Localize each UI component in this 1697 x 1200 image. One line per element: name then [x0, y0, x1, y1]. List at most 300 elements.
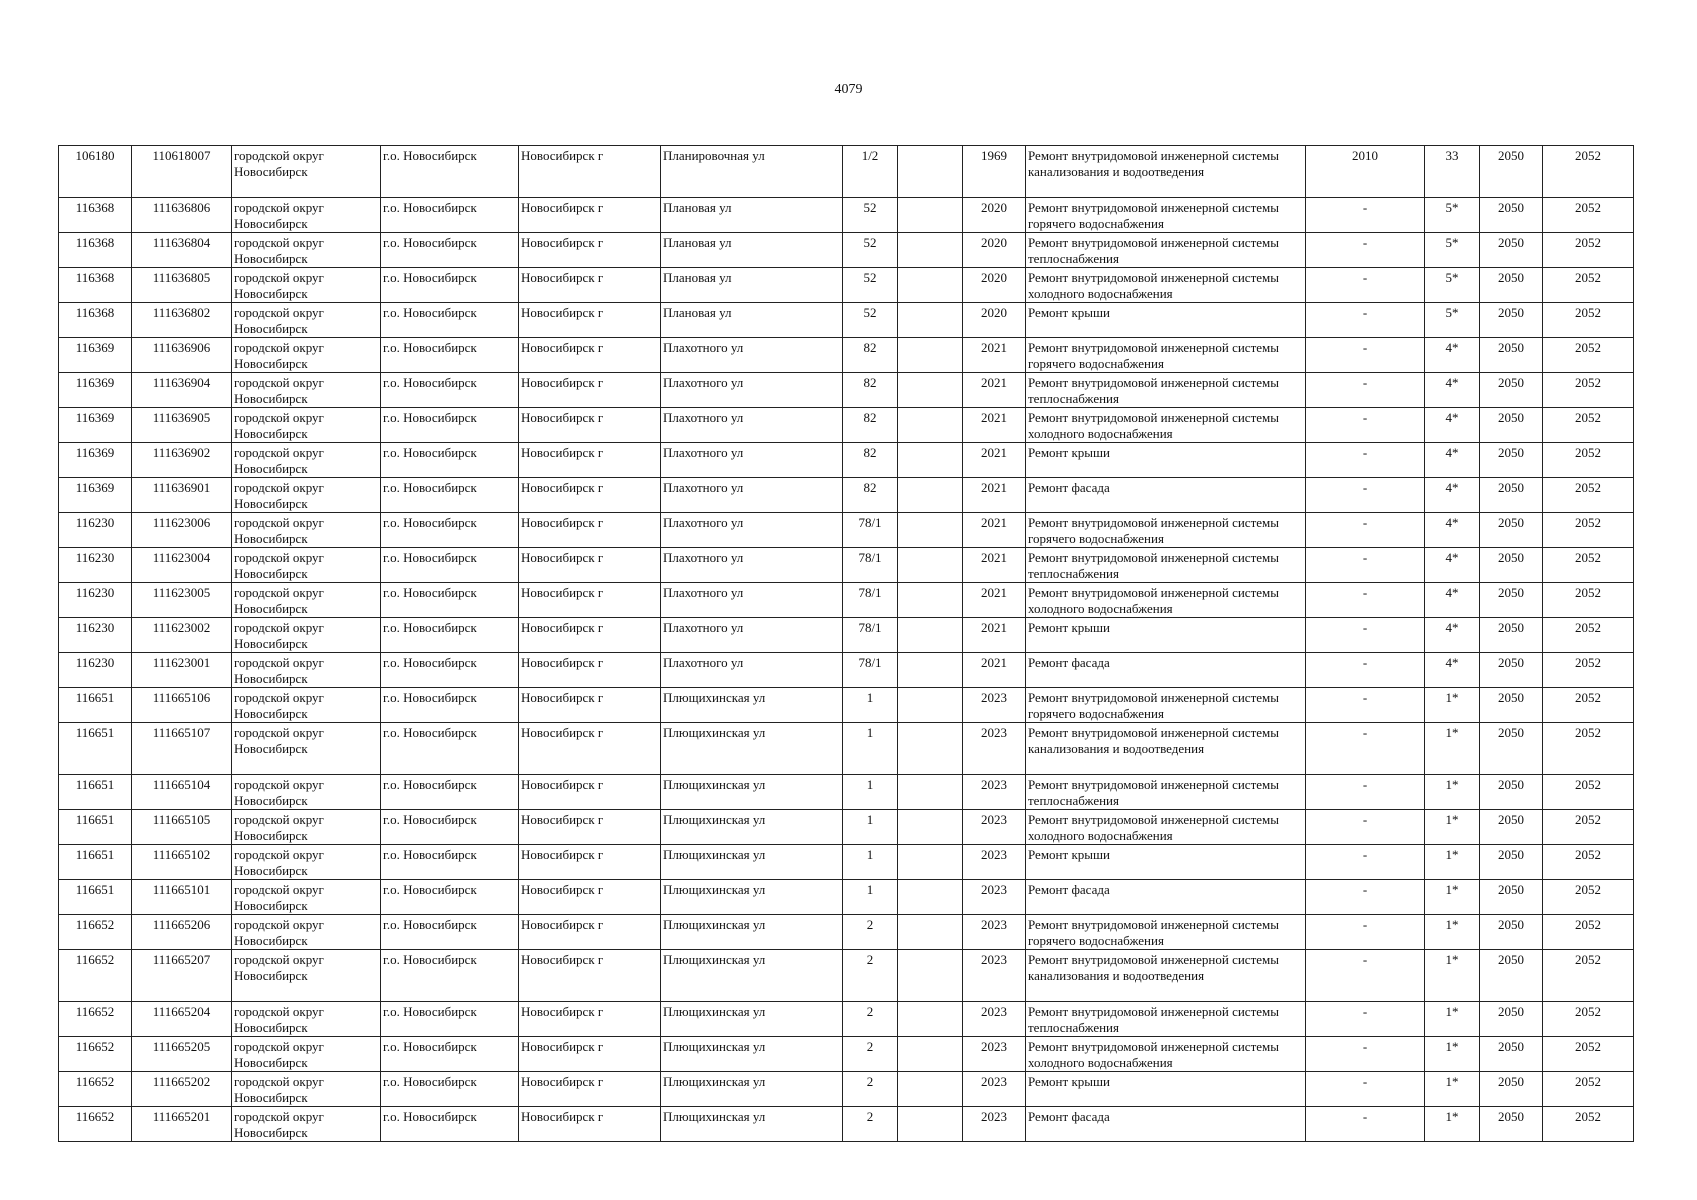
house-id-cell: 116368 [59, 303, 132, 338]
priority-cell: 1* [1425, 845, 1480, 880]
house-id-cell: 116652 [59, 1107, 132, 1142]
house-id-cell: 116652 [59, 950, 132, 1002]
house-id-cell: 116368 [59, 233, 132, 268]
table-row [59, 303, 1634, 338]
city-cell: Новосибирск г [519, 268, 661, 303]
city-cell: Новосибирск г [519, 146, 661, 198]
corpus-cell [898, 198, 963, 233]
table-row [59, 845, 1634, 880]
city-cell: Новосибирск г [519, 880, 661, 915]
last-repair-year-cell: - [1306, 845, 1425, 880]
last-repair-year-cell: - [1306, 443, 1425, 478]
corpus-cell [898, 1002, 963, 1037]
municipality-cell: городской округ Новосибирск [232, 583, 381, 618]
year-built-cell: 2020 [963, 233, 1026, 268]
last-repair-year-cell: - [1306, 478, 1425, 513]
table-row [59, 583, 1634, 618]
house-number-cell: 1/2 [843, 146, 898, 198]
house-id-cell: 116651 [59, 775, 132, 810]
house-id-cell: 116651 [59, 723, 132, 775]
work-type-cell: Ремонт внутридомовой инженерной системы холодного водоснабжения [1026, 268, 1306, 303]
corpus-cell [898, 303, 963, 338]
work-type-cell: Ремонт крыши [1026, 1072, 1306, 1107]
district-cell: г.о. Новосибирск [381, 583, 519, 618]
house-id-cell: 116368 [59, 198, 132, 233]
plan-end-year-cell: 2052 [1543, 1037, 1634, 1072]
last-repair-year-cell: - [1306, 338, 1425, 373]
municipality-cell: городской округ Новосибирск [232, 146, 381, 198]
priority-cell: 4* [1425, 338, 1480, 373]
house-number-cell: 1 [843, 688, 898, 723]
table-row [59, 338, 1634, 373]
street-cell: Плановая ул [661, 198, 843, 233]
house-number-cell: 52 [843, 268, 898, 303]
street-cell: Плющихинская ул [661, 950, 843, 1002]
plan-start-year-cell: 2050 [1480, 338, 1543, 373]
year-built-cell: 2023 [963, 1037, 1026, 1072]
plan-end-year-cell: 2052 [1543, 303, 1634, 338]
plan-start-year-cell: 2050 [1480, 845, 1543, 880]
priority-cell: 1* [1425, 1037, 1480, 1072]
corpus-cell [898, 233, 963, 268]
street-cell: Плющихинская ул [661, 1107, 843, 1142]
city-cell: Новосибирск г [519, 723, 661, 775]
year-built-cell: 2021 [963, 548, 1026, 583]
house-id-cell: 106180 [59, 146, 132, 198]
district-cell: г.о. Новосибирск [381, 373, 519, 408]
municipality-cell: городской округ Новосибирск [232, 880, 381, 915]
house-number-cell: 52 [843, 198, 898, 233]
work-id-cell: 111665202 [132, 1072, 232, 1107]
house-number-cell: 82 [843, 443, 898, 478]
year-built-cell: 2021 [963, 583, 1026, 618]
priority-cell: 1* [1425, 688, 1480, 723]
house-id-cell: 116652 [59, 1002, 132, 1037]
plan-start-year-cell: 2050 [1480, 373, 1543, 408]
table-row [59, 653, 1634, 688]
plan-start-year-cell: 2050 [1480, 478, 1543, 513]
district-cell: г.о. Новосибирск [381, 198, 519, 233]
work-id-cell: 111623005 [132, 583, 232, 618]
street-cell: Плющихинская ул [661, 915, 843, 950]
house-number-cell: 2 [843, 950, 898, 1002]
corpus-cell [898, 548, 963, 583]
district-cell: г.о. Новосибирск [381, 880, 519, 915]
city-cell: Новосибирск г [519, 775, 661, 810]
house-id-cell: 116230 [59, 513, 132, 548]
work-type-cell: Ремонт крыши [1026, 618, 1306, 653]
district-cell: г.о. Новосибирск [381, 1037, 519, 1072]
house-number-cell: 2 [843, 1107, 898, 1142]
house-number-cell: 2 [843, 1002, 898, 1037]
street-cell: Плахотного ул [661, 618, 843, 653]
priority-cell: 4* [1425, 443, 1480, 478]
street-cell: Плахотного ул [661, 408, 843, 443]
last-repair-year-cell: - [1306, 198, 1425, 233]
house-number-cell: 1 [843, 810, 898, 845]
municipality-cell: городской округ Новосибирск [232, 338, 381, 373]
house-id-cell: 116369 [59, 338, 132, 373]
city-cell: Новосибирск г [519, 1072, 661, 1107]
work-id-cell: 111665105 [132, 810, 232, 845]
district-cell: г.о. Новосибирск [381, 303, 519, 338]
house-number-cell: 82 [843, 408, 898, 443]
street-cell: Плющихинская ул [661, 1002, 843, 1037]
street-cell: Плахотного ул [661, 443, 843, 478]
municipality-cell: городской округ Новосибирск [232, 845, 381, 880]
plan-start-year-cell: 2050 [1480, 723, 1543, 775]
table-row [59, 1072, 1634, 1107]
priority-cell: 1* [1425, 775, 1480, 810]
street-cell: Плющихинская ул [661, 723, 843, 775]
priority-cell: 4* [1425, 618, 1480, 653]
year-built-cell: 2023 [963, 775, 1026, 810]
last-repair-year-cell: - [1306, 268, 1425, 303]
plan-end-year-cell: 2052 [1543, 233, 1634, 268]
house-id-cell: 116651 [59, 880, 132, 915]
corpus-cell [898, 950, 963, 1002]
corpus-cell [898, 146, 963, 198]
table-row [59, 548, 1634, 583]
table-row [59, 408, 1634, 443]
district-cell: г.о. Новосибирск [381, 338, 519, 373]
corpus-cell [898, 443, 963, 478]
work-id-cell: 111636905 [132, 408, 232, 443]
city-cell: Новосибирск г [519, 1037, 661, 1072]
table-row [59, 513, 1634, 548]
corpus-cell [898, 268, 963, 303]
house-id-cell: 116230 [59, 618, 132, 653]
house-id-cell: 116230 [59, 583, 132, 618]
year-built-cell: 2020 [963, 198, 1026, 233]
plan-end-year-cell: 2052 [1543, 338, 1634, 373]
plan-end-year-cell: 2052 [1543, 1072, 1634, 1107]
table-row [59, 880, 1634, 915]
city-cell: Новосибирск г [519, 810, 661, 845]
year-built-cell: 2023 [963, 723, 1026, 775]
year-built-cell: 2023 [963, 845, 1026, 880]
house-id-cell: 116652 [59, 915, 132, 950]
district-cell: г.о. Новосибирск [381, 950, 519, 1002]
plan-start-year-cell: 2050 [1480, 233, 1543, 268]
plan-start-year-cell: 2050 [1480, 1072, 1543, 1107]
corpus-cell [898, 880, 963, 915]
city-cell: Новосибирск г [519, 198, 661, 233]
house-number-cell: 2 [843, 915, 898, 950]
municipality-cell: городской округ Новосибирск [232, 1002, 381, 1037]
plan-start-year-cell: 2050 [1480, 950, 1543, 1002]
house-number-cell: 1 [843, 775, 898, 810]
priority-cell: 4* [1425, 478, 1480, 513]
last-repair-year-cell: 2010 [1306, 146, 1425, 198]
table-row [59, 478, 1634, 513]
city-cell: Новосибирск г [519, 338, 661, 373]
year-built-cell: 2021 [963, 618, 1026, 653]
city-cell: Новосибирск г [519, 408, 661, 443]
street-cell: Плановая ул [661, 233, 843, 268]
city-cell: Новосибирск г [519, 443, 661, 478]
priority-cell: 4* [1425, 548, 1480, 583]
district-cell: г.о. Новосибирск [381, 688, 519, 723]
year-built-cell: 2023 [963, 1072, 1026, 1107]
corpus-cell [898, 915, 963, 950]
plan-end-year-cell: 2052 [1543, 548, 1634, 583]
street-cell: Плющихинская ул [661, 775, 843, 810]
work-type-cell: Ремонт внутридомовой инженерной системы холодного водоснабжения [1026, 583, 1306, 618]
municipality-cell: городской округ Новосибирск [232, 688, 381, 723]
municipality-cell: городской округ Новосибирск [232, 268, 381, 303]
house-id-cell: 116368 [59, 268, 132, 303]
table-row [59, 1002, 1634, 1037]
plan-start-year-cell: 2050 [1480, 443, 1543, 478]
work-type-cell: Ремонт внутридомовой инженерной системы теплоснабжения [1026, 548, 1306, 583]
plan-start-year-cell: 2050 [1480, 688, 1543, 723]
work-type-cell: Ремонт внутридомовой инженерной системы горячего водоснабжения [1026, 915, 1306, 950]
table-row [59, 146, 1634, 198]
work-type-cell: Ремонт крыши [1026, 303, 1306, 338]
municipality-cell: городской округ Новосибирск [232, 1107, 381, 1142]
work-id-cell: 111665201 [132, 1107, 232, 1142]
table-row [59, 915, 1634, 950]
work-id-cell: 111623002 [132, 618, 232, 653]
table-row [59, 688, 1634, 723]
corpus-cell [898, 810, 963, 845]
last-repair-year-cell: - [1306, 1107, 1425, 1142]
corpus-cell [898, 845, 963, 880]
corpus-cell [898, 338, 963, 373]
corpus-cell [898, 1037, 963, 1072]
district-cell: г.о. Новосибирск [381, 548, 519, 583]
table-row [59, 950, 1634, 1002]
street-cell: Плахотного ул [661, 513, 843, 548]
last-repair-year-cell: - [1306, 723, 1425, 775]
house-number-cell: 82 [843, 373, 898, 408]
municipality-cell: городской округ Новосибирск [232, 775, 381, 810]
priority-cell: 4* [1425, 373, 1480, 408]
last-repair-year-cell: - [1306, 548, 1425, 583]
plan-start-year-cell: 2050 [1480, 303, 1543, 338]
house-id-cell: 116369 [59, 408, 132, 443]
plan-start-year-cell: 2050 [1480, 810, 1543, 845]
table-row [59, 723, 1634, 775]
house-number-cell: 2 [843, 1072, 898, 1107]
corpus-cell [898, 653, 963, 688]
district-cell: г.о. Новосибирск [381, 408, 519, 443]
municipality-cell: городской округ Новосибирск [232, 618, 381, 653]
year-built-cell: 2021 [963, 373, 1026, 408]
work-type-cell: Ремонт внутридомовой инженерной системы теплоснабжения [1026, 233, 1306, 268]
priority-cell: 5* [1425, 198, 1480, 233]
street-cell: Плющихинская ул [661, 1037, 843, 1072]
work-id-cell: 111636906 [132, 338, 232, 373]
city-cell: Новосибирск г [519, 618, 661, 653]
corpus-cell [898, 373, 963, 408]
table-row [59, 268, 1634, 303]
house-id-cell: 116369 [59, 478, 132, 513]
year-built-cell: 2023 [963, 810, 1026, 845]
house-number-cell: 82 [843, 478, 898, 513]
plan-end-year-cell: 2052 [1543, 1107, 1634, 1142]
work-type-cell: Ремонт внутридомовой инженерной системы горячего водоснабжения [1026, 513, 1306, 548]
work-type-cell: Ремонт внутридомовой инженерной системы холодного водоснабжения [1026, 408, 1306, 443]
work-type-cell: Ремонт внутридомовой инженерной системы теплоснабжения [1026, 373, 1306, 408]
street-cell: Планировочная ул [661, 146, 843, 198]
house-id-cell: 116369 [59, 373, 132, 408]
last-repair-year-cell: - [1306, 775, 1425, 810]
plan-end-year-cell: 2052 [1543, 146, 1634, 198]
work-type-cell: Ремонт фасада [1026, 478, 1306, 513]
street-cell: Плахотного ул [661, 548, 843, 583]
plan-start-year-cell: 2050 [1480, 880, 1543, 915]
municipality-cell: городской округ Новосибирск [232, 443, 381, 478]
house-id-cell: 116369 [59, 443, 132, 478]
plan-end-year-cell: 2052 [1543, 880, 1634, 915]
municipality-cell: городской округ Новосибирск [232, 548, 381, 583]
work-id-cell: 111636805 [132, 268, 232, 303]
plan-start-year-cell: 2050 [1480, 268, 1543, 303]
last-repair-year-cell: - [1306, 1037, 1425, 1072]
house-number-cell: 82 [843, 338, 898, 373]
priority-cell: 1* [1425, 950, 1480, 1002]
last-repair-year-cell: - [1306, 583, 1425, 618]
work-id-cell: 111623004 [132, 548, 232, 583]
work-id-cell: 111665205 [132, 1037, 232, 1072]
plan-start-year-cell: 2050 [1480, 653, 1543, 688]
last-repair-year-cell: - [1306, 233, 1425, 268]
street-cell: Плановая ул [661, 268, 843, 303]
table-row [59, 810, 1634, 845]
plan-start-year-cell: 2050 [1480, 1037, 1543, 1072]
work-id-cell: 111623006 [132, 513, 232, 548]
municipality-cell: городской округ Новосибирск [232, 950, 381, 1002]
plan-start-year-cell: 2050 [1480, 146, 1543, 198]
work-type-cell: Ремонт внутридомовой инженерной системы холодного водоснабжения [1026, 810, 1306, 845]
corpus-cell [898, 688, 963, 723]
priority-cell: 1* [1425, 880, 1480, 915]
year-built-cell: 2021 [963, 653, 1026, 688]
district-cell: г.о. Новосибирск [381, 233, 519, 268]
district-cell: г.о. Новосибирск [381, 443, 519, 478]
year-built-cell: 2023 [963, 880, 1026, 915]
street-cell: Плющихинская ул [661, 1072, 843, 1107]
plan-end-year-cell: 2052 [1543, 845, 1634, 880]
priority-cell: 4* [1425, 408, 1480, 443]
priority-cell: 5* [1425, 303, 1480, 338]
priority-cell: 5* [1425, 233, 1480, 268]
house-number-cell: 1 [843, 880, 898, 915]
municipality-cell: городской округ Новосибирск [232, 303, 381, 338]
city-cell: Новосибирск г [519, 513, 661, 548]
table-row [59, 618, 1634, 653]
work-type-cell: Ремонт внутридомовой инженерной системы холодного водоснабжения [1026, 1037, 1306, 1072]
district-cell: г.о. Новосибирск [381, 478, 519, 513]
last-repair-year-cell: - [1306, 653, 1425, 688]
work-id-cell: 111665204 [132, 1002, 232, 1037]
plan-end-year-cell: 2052 [1543, 950, 1634, 1002]
corpus-cell [898, 408, 963, 443]
street-cell: Плющихинская ул [661, 845, 843, 880]
table-row [59, 373, 1634, 408]
work-type-cell: Ремонт внутридомовой инженерной системы горячего водоснабжения [1026, 198, 1306, 233]
plan-end-year-cell: 2052 [1543, 198, 1634, 233]
work-type-cell: Ремонт внутридомовой инженерной системы теплоснабжения [1026, 1002, 1306, 1037]
priority-cell: 1* [1425, 1002, 1480, 1037]
last-repair-year-cell: - [1306, 1072, 1425, 1107]
city-cell: Новосибирск г [519, 845, 661, 880]
work-id-cell: 111636902 [132, 443, 232, 478]
year-built-cell: 2023 [963, 1107, 1026, 1142]
house-id-cell: 116230 [59, 548, 132, 583]
municipality-cell: городской округ Новосибирск [232, 513, 381, 548]
house-number-cell: 1 [843, 723, 898, 775]
corpus-cell [898, 618, 963, 653]
year-built-cell: 1969 [963, 146, 1026, 198]
work-type-cell: Ремонт фасада [1026, 1107, 1306, 1142]
corpus-cell [898, 478, 963, 513]
plan-start-year-cell: 2050 [1480, 775, 1543, 810]
work-id-cell: 111636804 [132, 233, 232, 268]
plan-end-year-cell: 2052 [1543, 810, 1634, 845]
plan-end-year-cell: 2052 [1543, 775, 1634, 810]
plan-start-year-cell: 2050 [1480, 583, 1543, 618]
street-cell: Плахотного ул [661, 583, 843, 618]
priority-cell: 4* [1425, 583, 1480, 618]
work-type-cell: Ремонт внутридомовой инженерной системы канализования и водоотведения [1026, 950, 1306, 1002]
district-cell: г.о. Новосибирск [381, 268, 519, 303]
house-number-cell: 1 [843, 845, 898, 880]
plan-start-year-cell: 2050 [1480, 915, 1543, 950]
corpus-cell [898, 513, 963, 548]
house-id-cell: 116651 [59, 688, 132, 723]
table-body [59, 146, 1634, 1142]
house-id-cell: 116652 [59, 1037, 132, 1072]
last-repair-year-cell: - [1306, 513, 1425, 548]
work-id-cell: 111636806 [132, 198, 232, 233]
year-built-cell: 2023 [963, 1002, 1026, 1037]
priority-cell: 5* [1425, 268, 1480, 303]
year-built-cell: 2023 [963, 688, 1026, 723]
city-cell: Новосибирск г [519, 950, 661, 1002]
city-cell: Новосибирск г [519, 1107, 661, 1142]
work-type-cell: Ремонт внутридомовой инженерной системы канализования и водоотведения [1026, 723, 1306, 775]
municipality-cell: городской округ Новосибирск [232, 1072, 381, 1107]
priority-cell: 1* [1425, 810, 1480, 845]
last-repair-year-cell: - [1306, 950, 1425, 1002]
table-row [59, 775, 1634, 810]
street-cell: Плющихинская ул [661, 688, 843, 723]
plan-end-year-cell: 2052 [1543, 408, 1634, 443]
plan-end-year-cell: 2052 [1543, 373, 1634, 408]
city-cell: Новосибирск г [519, 688, 661, 723]
priority-cell: 1* [1425, 1072, 1480, 1107]
district-cell: г.о. Новосибирск [381, 810, 519, 845]
work-id-cell: 111636901 [132, 478, 232, 513]
last-repair-year-cell: - [1306, 408, 1425, 443]
house-number-cell: 78/1 [843, 618, 898, 653]
house-number-cell: 78/1 [843, 548, 898, 583]
priority-cell: 33 [1425, 146, 1480, 198]
municipality-cell: городской округ Новосибирск [232, 408, 381, 443]
municipality-cell: городской округ Новосибирск [232, 478, 381, 513]
plan-end-year-cell: 2052 [1543, 723, 1634, 775]
work-type-cell: Ремонт внутридомовой инженерной системы горячего водоснабжения [1026, 688, 1306, 723]
street-cell: Плахотного ул [661, 373, 843, 408]
work-type-cell: Ремонт внутридомовой инженерной системы теплоснабжения [1026, 775, 1306, 810]
plan-end-year-cell: 2052 [1543, 268, 1634, 303]
plan-end-year-cell: 2052 [1543, 583, 1634, 618]
corpus-cell [898, 1107, 963, 1142]
house-number-cell: 2 [843, 1037, 898, 1072]
